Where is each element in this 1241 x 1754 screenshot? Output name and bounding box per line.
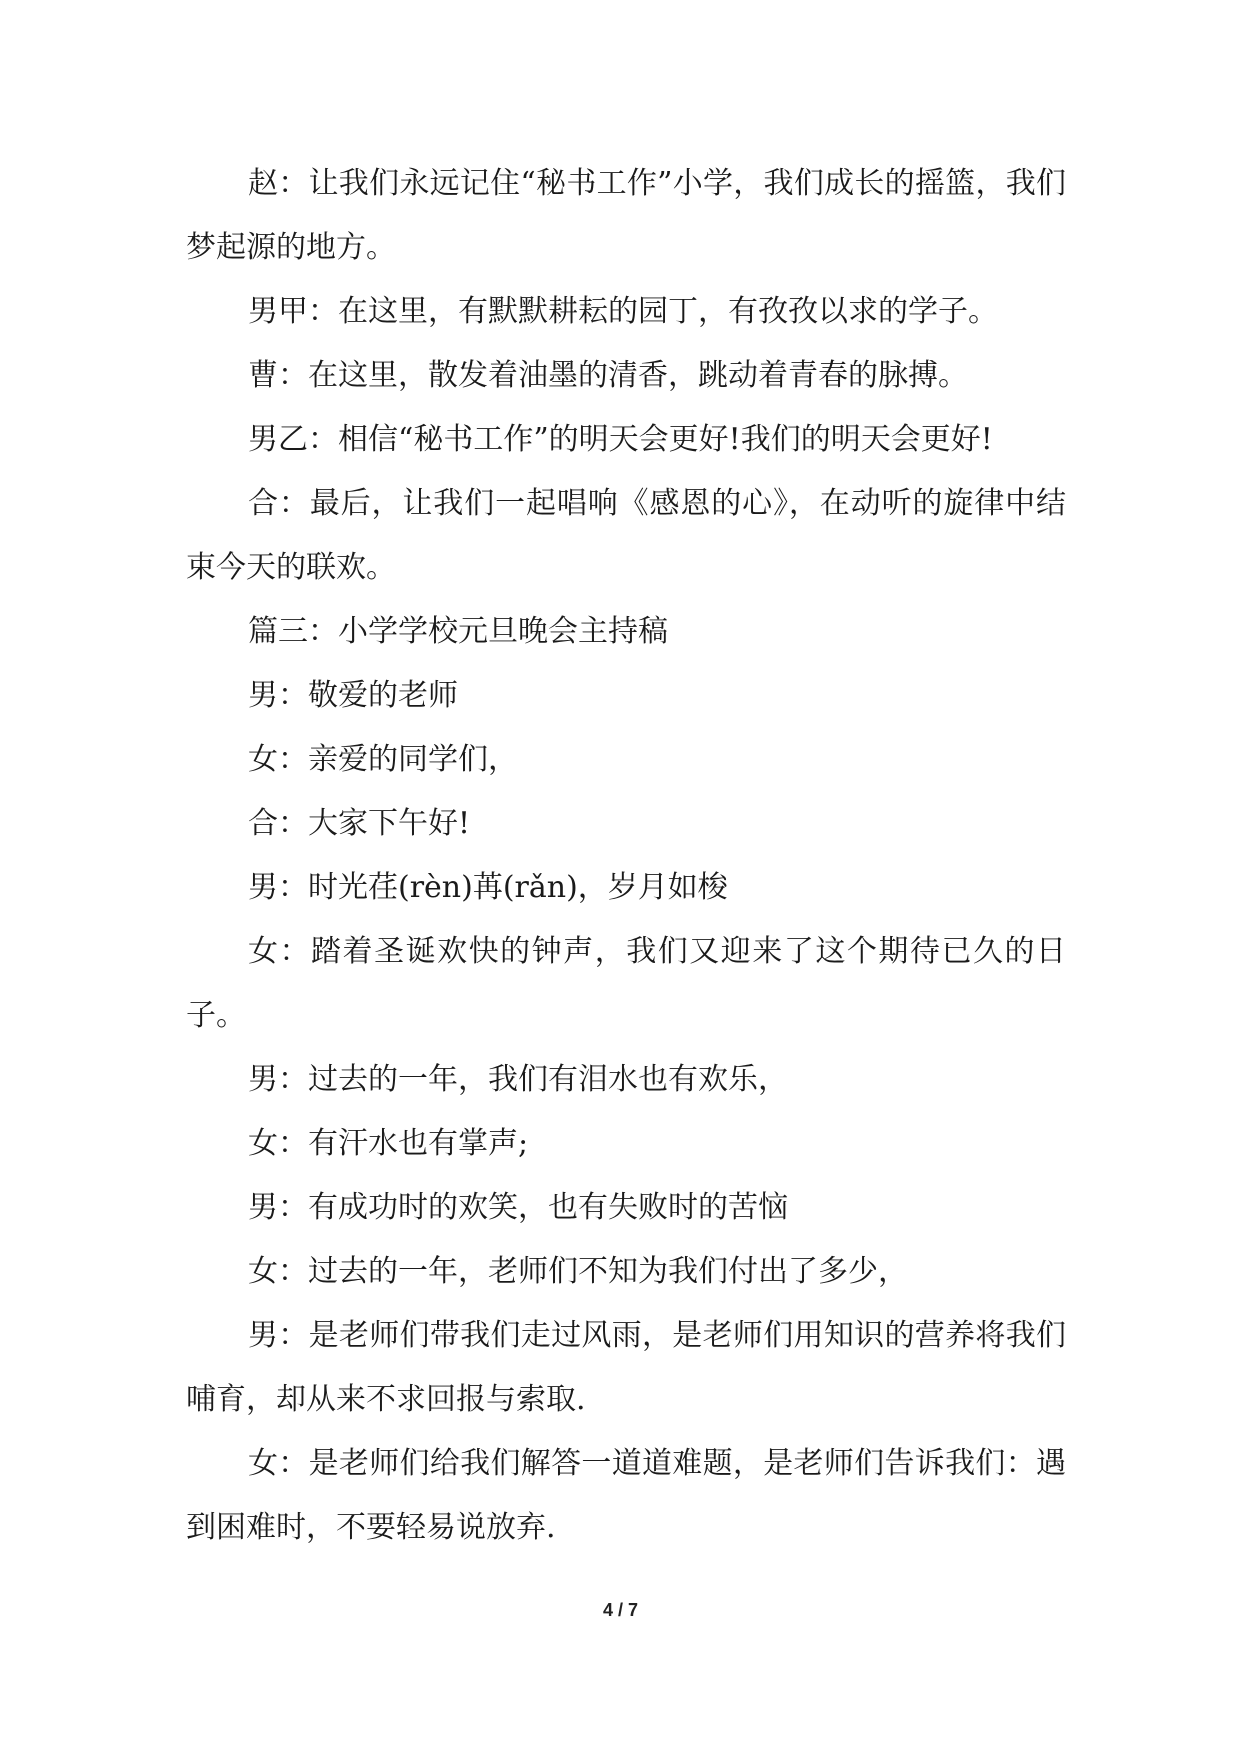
section-heading: 篇三：小学学校元旦晚会主持稿: [248, 614, 668, 649]
paragraph: 女：过去的一年，老师们不知为我们付出了多少，: [248, 1254, 908, 1289]
paragraph: 男：时光荏(rèn)苒(rǎn)，岁月如梭: [248, 870, 728, 905]
paragraph: 男乙：相信“秘书工作”的明天会更好!我们的明天会更好!: [248, 422, 993, 457]
paragraph: 女：亲爱的同学们，: [248, 742, 518, 777]
page-number: 4 / 7: [602, 1600, 639, 1620]
paragraph: 女：踏着圣诞欢快的钟声，我们又迎来了这个期待已久的日子。: [186, 934, 1066, 1033]
paragraph: 女：有汗水也有掌声;: [248, 1126, 529, 1161]
paragraph: 合：大家下午好!: [248, 806, 471, 841]
paragraph: 男：敬爱的老师: [248, 678, 458, 713]
paragraph: 曹：在这里，散发着油墨的清香，跳动着青春的脉搏。: [248, 358, 968, 393]
paragraph: 男：有成功时的欢笑，也有失败时的苦恼: [248, 1190, 788, 1225]
paragraph: 男：过去的一年，我们有泪水也有欢乐，: [248, 1062, 788, 1097]
paragraph: 女：是老师们给我们解答一道道难题，是老师们告诉我们：遇到困难时，不要轻易说放弃.: [186, 1446, 1066, 1545]
paragraph: 男甲：在这里，有默默耕耘的园丁，有孜孜以求的学子。: [248, 294, 998, 329]
paragraph: 男：是老师们带我们走过风雨，是老师们用知识的营养将我们哺育，却从来不求回报与索取.: [186, 1318, 1066, 1417]
paragraph: 合：最后，让我们一起唱响《感恩的心》，在动听的旋律中结束今天的联欢。: [186, 486, 1066, 585]
paragraph: 赵：让我们永远记住“秘书工作”小学，我们成长的摇篮，我们梦起源的地方。: [186, 166, 1066, 265]
document-body: [186, 152, 1066, 1560]
